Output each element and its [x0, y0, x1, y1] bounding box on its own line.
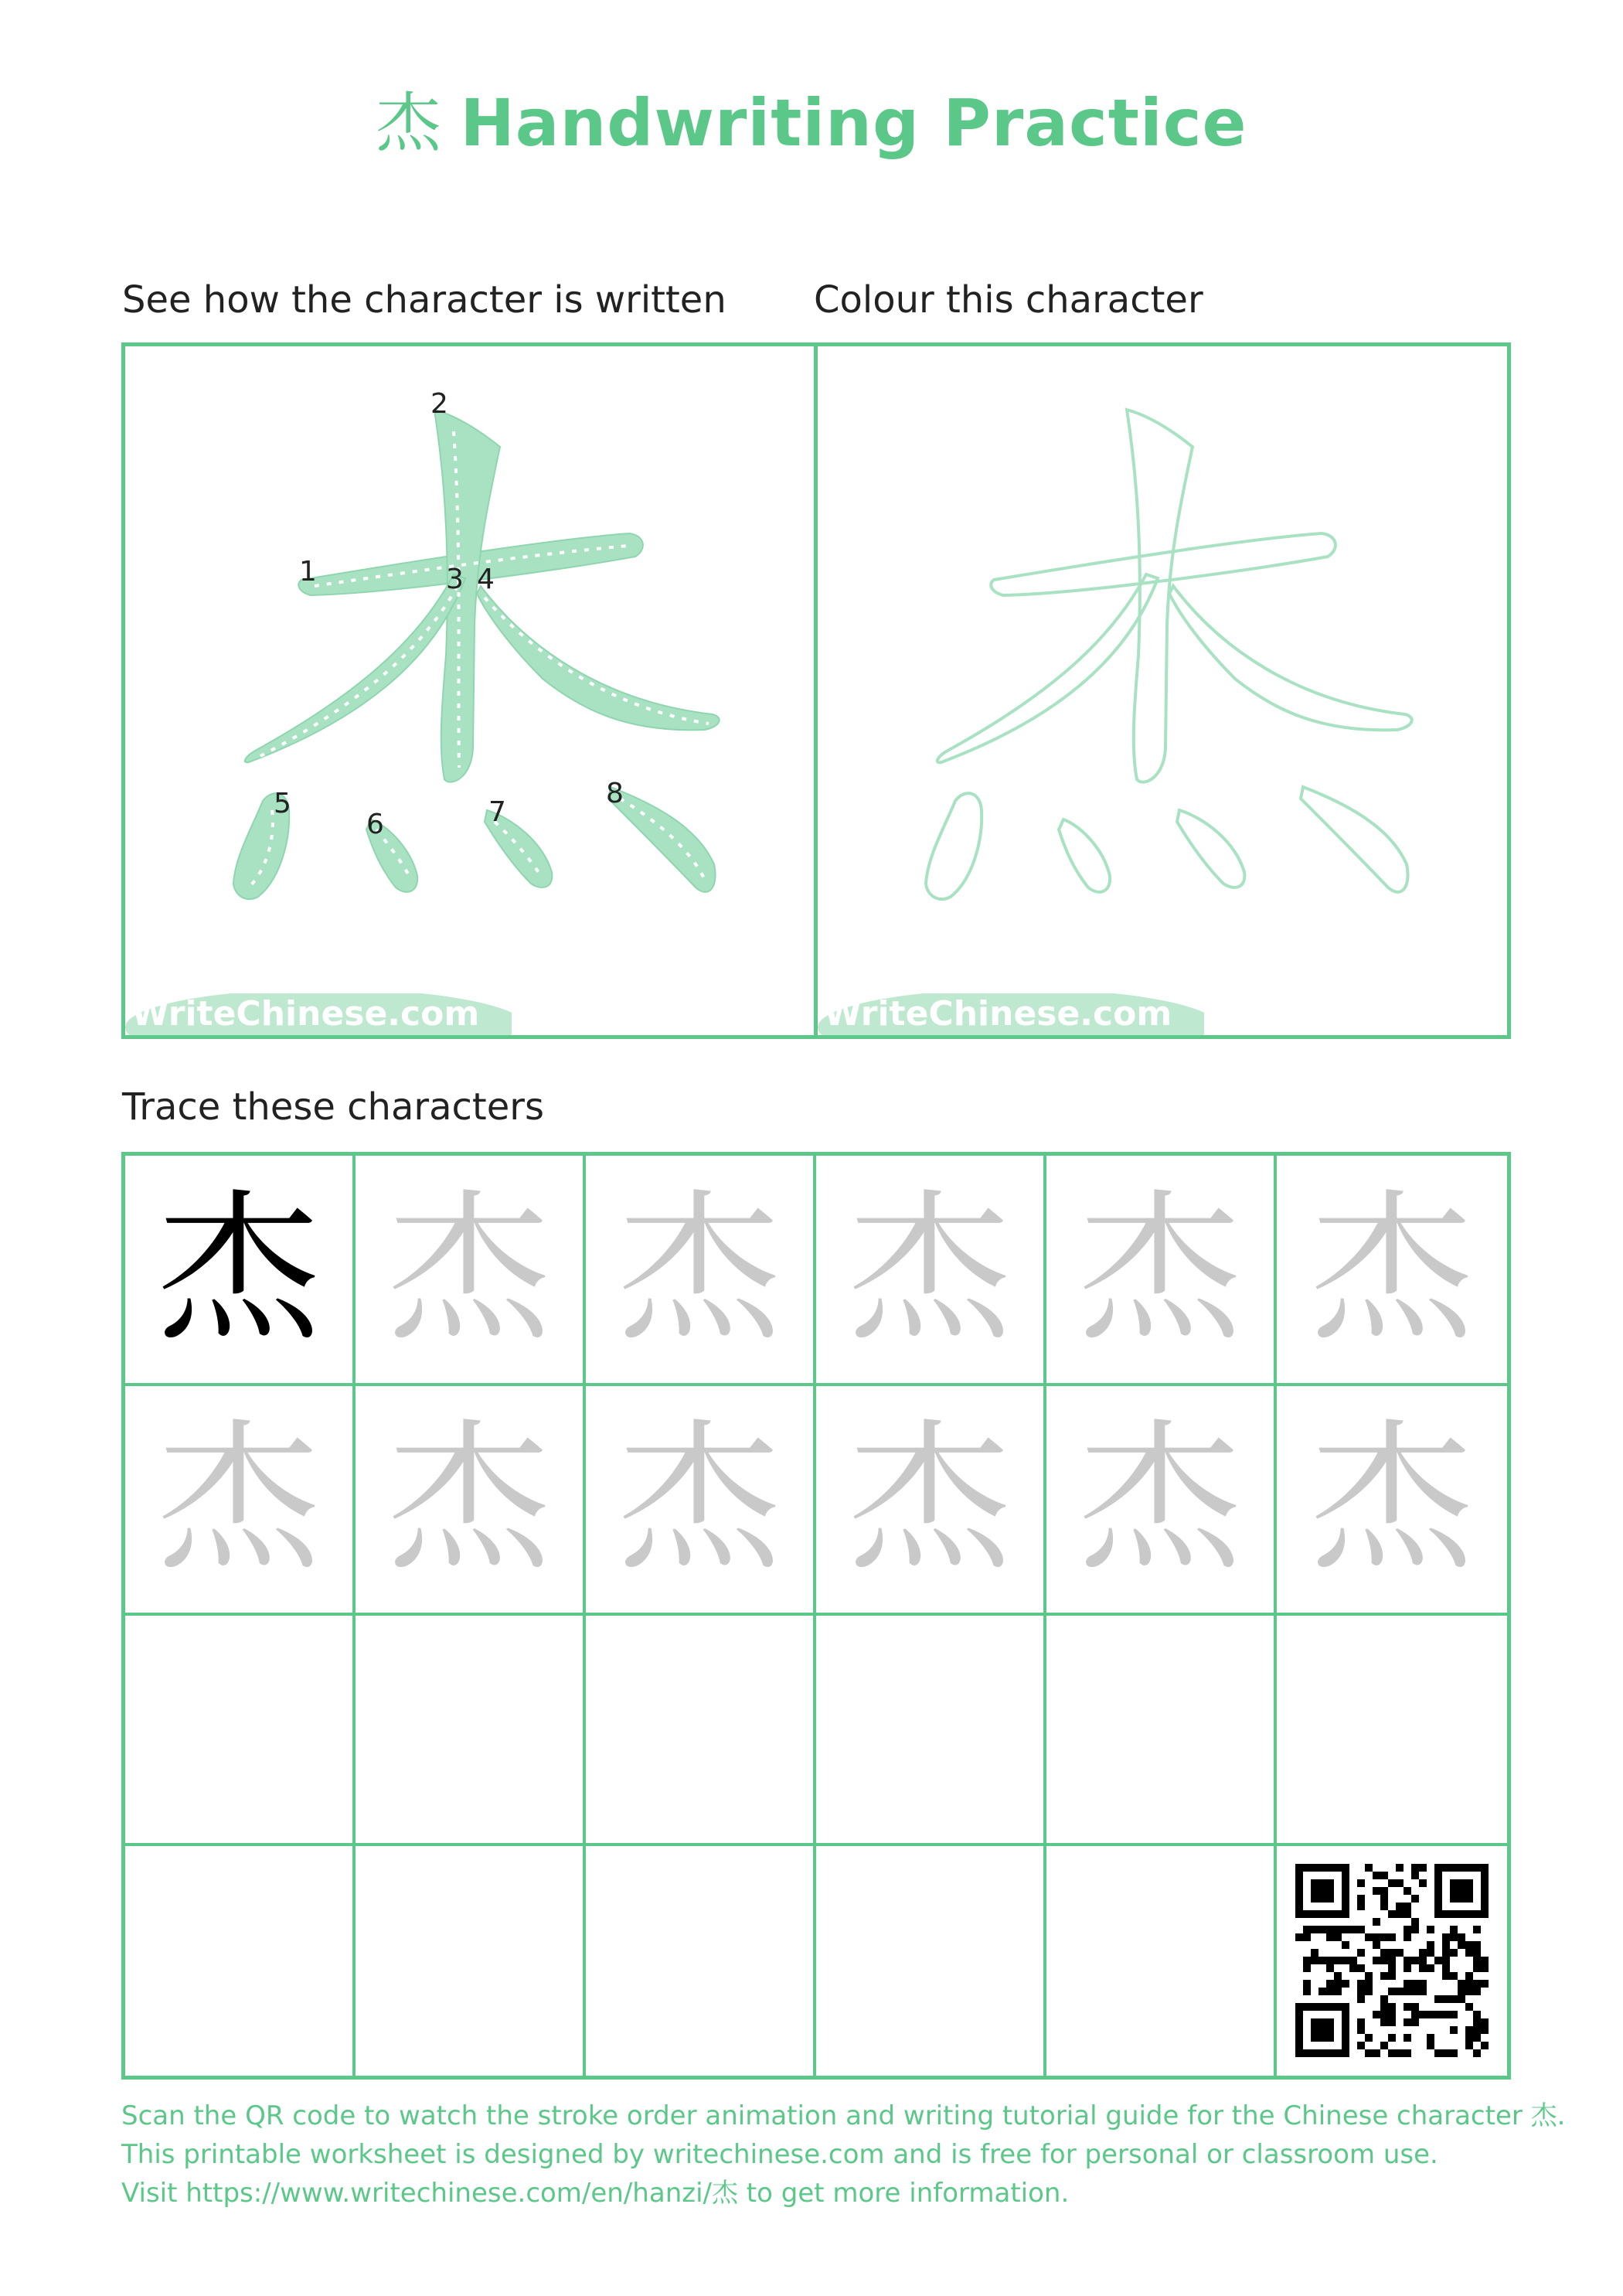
grid-cell-model — [125, 1156, 356, 1386]
grid-cell-trace[interactable] — [1277, 1386, 1507, 1616]
grid-cell-qr — [1277, 1846, 1507, 2076]
grid-cell-blank[interactable] — [816, 1846, 1046, 2076]
grid-cell-trace[interactable] — [356, 1156, 586, 1386]
footer-line-3: Visit https://www.writechinese.com/en/hanzi/杰 to get more information. — [121, 2178, 1070, 2209]
grid-cell-blank[interactable] — [586, 1846, 816, 2076]
stroke-4 — [477, 586, 720, 730]
qr-code-icon[interactable] — [1295, 1864, 1489, 2057]
trace-character: 杰 — [157, 1404, 320, 1594]
colour-outline — [818, 346, 1507, 1035]
trace-character: 杰 — [618, 1174, 781, 1364]
title-text: Handwriting Practice — [460, 85, 1247, 161]
trace-character: 杰 — [1310, 1404, 1473, 1594]
grid-cell-trace[interactable] — [125, 1386, 356, 1616]
grid-cell-trace[interactable] — [356, 1386, 586, 1616]
page-title — [0, 71, 1623, 165]
stroke-3 — [245, 574, 465, 762]
footer-line-1: Scan the QR code to watch the stroke order animation and writing tutorial guide for the Chinese character 杰. — [121, 2100, 1566, 2131]
grid-cell-trace[interactable] — [816, 1386, 1046, 1616]
grid-cell-blank[interactable] — [356, 1616, 586, 1846]
stroke-number-8: 8 — [606, 778, 624, 809]
watermark-text: WriteChinese.com — [131, 994, 480, 1034]
grid-cell-trace[interactable] — [816, 1156, 1046, 1386]
stroke-number-4: 4 — [477, 564, 495, 595]
title-character: 杰 — [376, 85, 442, 161]
grid-cell-blank[interactable] — [125, 1846, 356, 2076]
trace-character: 杰 — [387, 1404, 550, 1594]
grid-cell-blank[interactable] — [1277, 1616, 1507, 1846]
grid-cell-blank[interactable] — [816, 1616, 1046, 1846]
tracing-grid — [121, 1152, 1511, 2080]
watermark-text: WriteChinese.com — [824, 994, 1172, 1034]
trace-character: 杰 — [1310, 1174, 1473, 1364]
model-character: 杰 — [157, 1174, 320, 1364]
grid-cell-trace[interactable] — [586, 1156, 816, 1386]
grid-cell-blank[interactable] — [125, 1616, 356, 1846]
watermark — [818, 993, 1204, 1035]
stroke-number-6: 6 — [366, 809, 384, 840]
trace-character: 杰 — [618, 1404, 781, 1594]
grid-cell-blank[interactable] — [356, 1846, 586, 2076]
stroke-order-diagram — [125, 346, 814, 1035]
grid-cell-trace[interactable] — [1046, 1386, 1277, 1616]
grid-cell-trace[interactable] — [586, 1386, 816, 1616]
grid-cell-blank[interactable] — [1046, 1846, 1277, 2076]
footer-line-2: This printable worksheet is designed by writechinese.com and is free for personal or classroom use. — [121, 2139, 1438, 2170]
trace-label: Trace these characters — [122, 1085, 545, 1129]
colour-label: Colour this character — [814, 278, 1203, 322]
watermark — [125, 993, 512, 1035]
stroke-order-label: See how the character is written — [122, 278, 726, 322]
trace-character: 杰 — [848, 1174, 1011, 1364]
grid-cell-blank[interactable] — [586, 1616, 816, 1846]
stroke-number-5: 5 — [274, 788, 291, 819]
colour-panel — [814, 342, 1511, 1039]
stroke-8 — [608, 787, 715, 892]
grid-cell-trace[interactable] — [1046, 1156, 1277, 1386]
grid-cell-blank[interactable] — [1046, 1616, 1277, 1846]
trace-character: 杰 — [1078, 1404, 1241, 1594]
stroke-number-3: 3 — [446, 564, 464, 595]
trace-character: 杰 — [1078, 1174, 1241, 1364]
trace-character: 杰 — [848, 1404, 1011, 1594]
footer — [121, 2097, 1565, 2213]
stroke-number-2: 2 — [430, 388, 448, 420]
grid-cell-trace[interactable] — [1277, 1156, 1507, 1386]
stroke-number-1: 1 — [299, 556, 317, 588]
trace-character: 杰 — [387, 1174, 550, 1364]
stroke-order-panel — [121, 342, 818, 1039]
stroke-number-7: 7 — [488, 796, 506, 828]
